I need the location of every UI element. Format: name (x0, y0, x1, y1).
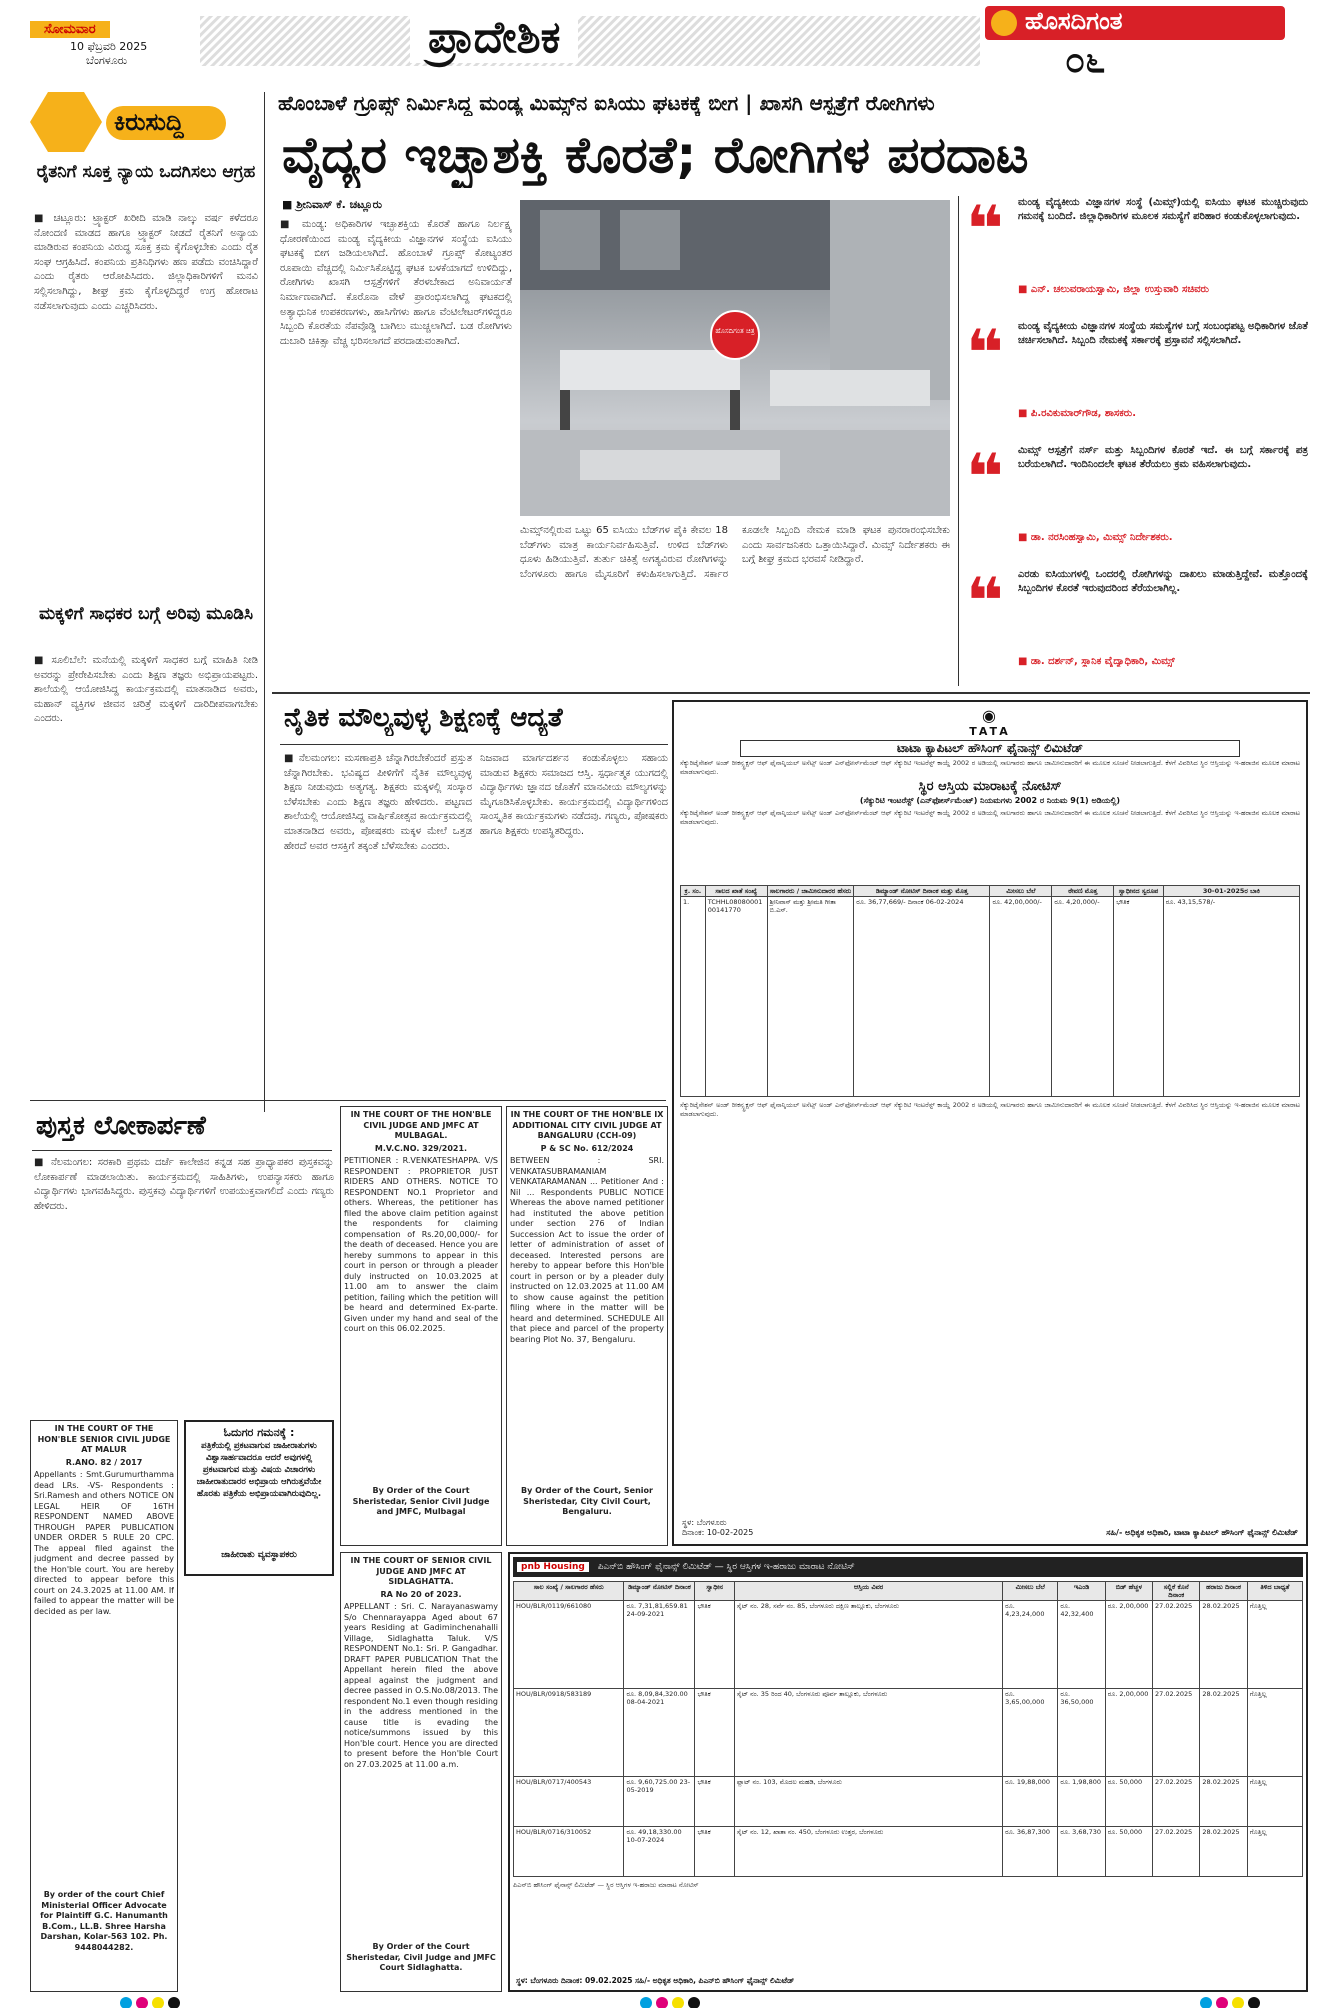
tata-subtitle: (ಸೆಕ್ಯುರಿಟಿ ಇಂಟರೆಸ್ಟ್ (ಎನ್‌ಫೋರ್ಸ್‌ಮೆಂಟ್) ನಿಯಮಗಳು 2002 ರ ನಿಯಮ 9(1) ಅಡಿಯಲ್ಲಿ) (859, 796, 1121, 805)
court2-title: IN THE COURT OF THE HON'BLE IX ADDITIONAL CITY CIVIL JUDGE AT BANGALURU (CCH-09) (510, 1110, 664, 1140)
table-row (681, 897, 1300, 1097)
tata-company: ಟಾಟಾ ಕ್ಯಾಪಿಟಲ್ ಹೌಸಿಂಗ್ ಫೈನಾನ್ಸ್ ಲಿಮಿಟೆಡ್ (740, 740, 1240, 757)
tata-footer (682, 1518, 1298, 1538)
masthead-day: ಸೋಮವಾರ (30, 21, 110, 38)
section-title: ಪ್ರಾದೇಶಿಕ (410, 12, 578, 63)
tata-table (680, 885, 1300, 1097)
photo-badge (710, 310, 760, 360)
reg-dot-yellow-3 (1232, 1997, 1244, 2008)
pnb-ad (508, 1552, 1308, 1992)
quote-1-icon: ❝ (966, 193, 1004, 267)
tata-col-4: ಮೀಸಲು ಬೆಲೆ (990, 886, 1052, 897)
pnb-r2-c1: ರೂ. 9,60,725.00 23-05-2019 (624, 1777, 695, 1827)
photo-badge-text: ಹೊಸದಿಗಂತ ಚಿತ್ರ (715, 327, 755, 335)
tata-col-5: ಠೇವಣಿ ಮೊತ್ತ (1052, 886, 1114, 897)
court2-body: BETWEEN : SRI. VENKATASUBRAMANIAM VENKATARAMANAN ... Petitioner And : Nil ... Respondents PUBLIC NOTICE Whereas the above named petitioner had instituted the above petition under section 276 of Indian Succession Act to issue the order of letter of administration of asset of deceased. Interested persons are hereby to appear before this Hon'ble court in person or by a pleader duly instructed on 12.03.2025 at 11.00 AM to show cause against the petition filing where in the matter will be heard and determined. SCHEDULE All that piece and parcel of the property bearing Plot No. 37, Bengaluru. (510, 1156, 664, 1344)
kirusuddi-headline-1: ರೈತನಿಗೆ ಸೂಕ್ತ ನ್ಯಾಯ ಒದಗಿಸಲು ಆಗ್ರಹ (36, 162, 256, 182)
tata-title: ಸ್ಥಿರ ಆಸ್ತಿಯ ಮಾರಾಟಕ್ಕೆ ನೋಟಿಸ್ (918, 779, 1062, 794)
pnb-r3-c9: ಗೊತ್ತಿಲ್ಲ (1247, 1827, 1302, 1877)
pnb-r2-c8: 28.02.2025 (1200, 1777, 1247, 1827)
reg-dot-yellow (152, 1997, 164, 2008)
reg-dot-magenta-2 (656, 1997, 668, 2008)
quote-4-text: ಎರಡು ಐಸಿಯುಗಳಲ್ಲಿ ಒಂದರಲ್ಲಿ ರೋಗಿಗಳನ್ನು ದಾಖಲು ಮಾಡುತ್ತಿದ್ದೇವೆ. ಮತ್ತೊಂದಕ್ಕೆ ಸಿಬ್ಬಂದಿಗಳ ಕೊರತೆ ಇರುವುದರಿಂದ ತೆರೆಯಲಾಗಿಲ್ಲ. (1018, 569, 1308, 594)
second-body-a: ■ ನೆಲಮಂಗಲ: ಮಸಣಾಪ್ರತಿ ಚೆನ್ನಾಗಿರಬೇಕೆಂದರೆ ಪ್ರಸ್ತುತ ಚೆನ್ನಾಗಿರಬೇಕು. ಭವಿಷ್ಯದ ಪೀಳಿಗೆಗೆ ನೈತಿಕ ಮೌಲ್ಯವುಳ್ಳ ಶಿಕ್ಷಣ ನೀಡುವುದು ಅತ್ಯಗತ್ಯ. ಶಿಕ್ಷಕರು ಮಕ್ಕಳಲ್ಲಿ ಸಂಸ್ಕಾರ ಬೆಳೆಸಬೇಕು ಎಂದು ಶಿಕ್ಷಣ ತಜ್ಞರು ಹೇಳಿದರು. ಪಟ್ಟಣದ ಶಾಲೆಯಲ್ಲಿ ಆಯೋಜಿಸಿದ್ದ ವಾರ್ಷಿಕೋತ್ಸವ ಕಾರ್ಯಕ್ರಮದಲ್ಲಿ ಮಾತನಾಡಿದ ಅವರು, ಪೋಷಕರು ಮಕ್ಕಳ ಮೇಲೆ ಒತ್ತಡ ಹೇರದೆ ಅವರ ಆಸಕ್ತಿಗೆ ತಕ್ಕಂತೆ ಬೆಳೆಸಬೇಕು ಎಂದರು. (284, 753, 472, 852)
quote-2 (966, 317, 1308, 438)
pnb-col-7: ಸಲ್ಲಿಕೆ ಕೊನೆ ದಿನಾಂಕ (1153, 1582, 1200, 1601)
kirusuddi-headline-2: ಮಕ್ಕಳಿಗೆ ಸಾಧಕರ ಬಗ್ಗೆ ಅರಿವು ಮೂಡಿಸಿ (38, 604, 254, 624)
court-notice-sidlaghatta (340, 1552, 502, 1992)
table-row (514, 1601, 1303, 1689)
tata-cell-5: ರೂ. 4,20,000/- (1052, 897, 1114, 1097)
quote-1-text: ಮಂಡ್ಯ ವೈದ್ಯಕೀಯ ವಿಜ್ಞಾನಗಳ ಸಂಸ್ಥೆ (ಮಿಮ್ಸ್)ಯಲ್ಲಿ ಐಸಿಯು ಘಟಕ ಮುಚ್ಚಿರುವುದು ಗಮನಕ್ಕೆ ಬಂದಿದೆ. ಜಿಲ್ಲಾಧಿಕಾರಿಗಳ ಮೂಲಕ ಸಮಸ್ಯೆಗೆ ಪರಿಹಾರ ಕಂಡುಕೊಳ್ಳಲಾಗುವುದು. (1018, 197, 1308, 222)
section-bar-stripes (200, 8, 980, 68)
pnb-footer: ಸ್ಥಳ: ಬೆಂಗಳೂರು ದಿನಾಂಕ: 09.02.2025 ಸಹಿ/- ಅಧಿಕೃತ ಅಧಿಕಾರಿ, ಪಿಎನ್‌ಬಿ ಹೌಸಿಂಗ್ ಫೈನಾನ್ಸ್ ಲಿಮಿಟೆಡ್ (516, 1976, 795, 1985)
quotes-column (966, 193, 1308, 688)
pnb-r1-c9: ಗೊತ್ತಿಲ್ಲ (1247, 1689, 1302, 1777)
tata-footer-sign: ಸಹಿ/- ಅಧಿಕೃತ ಅಧಿಕಾರಿ, ಟಾಟಾ ಕ್ಯಾಪಿಟಲ್ ಹೌಸಿಂಗ್ ಫೈನಾನ್ಸ್ ಲಿಮಿಟೆಡ್ (1106, 1528, 1298, 1537)
lead-body-b: ಮಿಮ್ಸ್‌ನಲ್ಲಿರುವ ಒಟ್ಟು 65 ಐಸಿಯು ಬೆಡ್‌ಗಳ ಪೈಕಿ ಕೇವಲ 18 ಬೆಡ್‌ಗಳು ಮಾತ್ರ ಕಾರ್ಯನಿರ್ವಹಿಸುತ್ತಿವೆ. ಉಳಿದ ಬೆಡ್‌ಗಳು ಧೂಳು ಹಿಡಿಯುತ್ತಿವೆ. ತುರ್ತು ಚಿಕಿತ್ಸೆ ಅಗತ್ಯವಿರುವ ರೋಗಿಗಳನ್ನು ಬೆಂಗಳೂರು ಹಾಗೂ ಮೈಸೂರಿಗೆ ಕಳುಹಿಸಲಾಗುತ್ತಿದೆ. ಸರ್ಕಾರ ಕೂಡಲೇ ಸಿಬ್ಬಂದಿ ನೇಮಕ ಮಾಡಿ ಘಟಕ ಪುನರಾರಂಭಿಸಬೇಕು ಎಂದು ಸಾರ್ವಜನಿಕರು ಒತ್ತಾಯಿಸಿದ್ದಾರೆ. ಮಿಮ್ಸ್ ನಿರ್ದೇಶಕರು ಈ ಬಗ್ಗೆ ಶೀಘ್ರ ಕ್ರಮದ ಭರವಸೆ ನೀಡಿದ್ದಾರೆ. (520, 525, 950, 580)
second-headline-rule (280, 744, 668, 745)
court1-body: PETITIONER : R.VENKATESHAPPA. V/S RESPONDENT : PROPRIETOR JUST RIDERS AND OTHERS. NOTICE TO RESPONDENT NO.1 Proprietor and others. Whereas, the petitioner has filed the above claim petition against the respondents for claiming compensation of Rs.20,00,000/- for the death of deceased. Hence you are hereby summons to appear in this court in person or through a pleader duly instructed on 10.03.2025 at 11.00 am to answer the claim petition, failing which the petition will be heard and determined Ex-parte. Given under my hand and seal of the court on this 06.02.2025. (344, 1156, 498, 1333)
pnb-col-8: ಹರಾಜು ದಿನಾಂಕ (1200, 1582, 1247, 1601)
kirusuddi-body-1: ■ ಚಟ್ಲೂರು: ಟ್ರ್ಯಾಕ್ಟರ್ ಖರೀದಿ ಮಾಡಿ ನಾಲ್ಕು ವರ್ಷ ಕಳೆದರೂ ನೋಂದಣಿ ಮಾಡದ ಹಾಗೂ ಟ್ರ್ಯಾಕ್ಟರ್ ನೀಡದೆ ರೈತನಿಗೆ ಅನ್ಯಾಯ ಮಾಡಿರುವ ಕಂಪನಿಯ ವಿರುದ್ಧ ಸೂಕ್ತ ಕ್ರಮ ಕೈಗೊಳ್ಳಬೇಕು ಎಂದು ರೈತ ಸಂಘ ಆಗ್ರಹಿಸಿದೆ. ಕಂಪನಿಯ ಪ್ರತಿನಿಧಿಗಳು ಹಣ ಪಡೆದು ವಂಚಿಸಿದ್ದಾರೆ ಎಂದು ರೈತರು ಆರೋಪಿಸಿದರು. ಜಿಲ್ಲಾಧಿಕಾರಿಗಳಿಗೆ ಮನವಿ ಸಲ್ಲಿಸಲಾಗಿದ್ದು, ಶೀಘ್ರ ಕ್ರಮ ಕೈಗೊಳ್ಳದಿದ್ದರೆ ಉಗ್ರ ಹೋರಾಟ ನಡೆಸಲಾಗುವುದು ಎಂದು ಎಚ್ಚರಿಸಿದರು. (34, 213, 258, 312)
tata-col-7: 30-01-2025ರ ಬಾಕಿ (1163, 886, 1299, 897)
court1-sign: By Order of the Court Sheristedar, Senior Civil Judge and JMFC, Mulbagal (352, 1486, 490, 1516)
reg-dot-cyan (120, 1997, 132, 2008)
court-notice-malur (30, 1420, 178, 1992)
lead-headline: ವೈದ್ಯರ ಇಚ್ಛಾಶಕ್ತಿ ಕೊರತೆ; ರೋಗಿಗಳ ಪರದಾಟ (282, 126, 1029, 184)
masthead-date: 10 ಫೆಬ್ರವರಿ 2025 (70, 40, 148, 53)
pnb-r0-c2: ಭೌತಿಕ (695, 1601, 734, 1689)
pnb-r3-c7: 27.02.2025 (1153, 1827, 1200, 1877)
pnb-r2-c0: HOU/BLR/0717/400543 (514, 1777, 624, 1827)
tata-cell-1: TCHHL0808000100141770 (705, 897, 767, 1097)
tata-col-3: ಡಿಮ್ಯಾಂಡ್ ನೋಟಿಸ್ ದಿನಾಂಕ ಮತ್ತು ಮೊತ್ತ (854, 886, 990, 897)
pnb-r2-c3: ಫ್ಲಾಟ್ ನಂ. 103, ಮೊದಲ ಮಹಡಿ, ಬೆಂಗಳೂರು (734, 1777, 1002, 1827)
tata-cell-0: 1. (681, 897, 706, 1097)
pnb-col-1: ಡಿಮ್ಯಾಂಡ್ ನೋಟಿಸ್ ದಿನಾಂಕ (624, 1582, 695, 1601)
masthead-city: ಬೆಂಗಳೂರು (86, 54, 128, 67)
table-row (514, 1827, 1303, 1877)
tata-address: ಸೆಕ್ಯುರಿಟೈಸೇಶನ್ ಅಂಡ್ ರೀಕನ್ಸ್ಟ್ರಕ್ಷನ್ ಆಫ್ ಫೈನಾನ್ಶಿಯಲ್ ಅಸೆಟ್ಸ್ ಅಂಡ್ ಎನ್‌ಫೋರ್ಸ್‌ಮೆಂಟ್ ಆಫ್ ಸೆಕ್ಯುರಿಟಿ ಇಂಟರೆಸ್ಟ್ ಕಾಯ್ದೆ 2002 ರ ಅಡಿಯಲ್ಲಿ ಸಾಲಗಾರರು ಹಾಗೂ ಜಾಮೀನುದಾರರಿಗೆ ಈ ಮೂಲಕ ಸೂಚನೆ ನೀಡಲಾಗುತ್ತಿದೆ. ಕೆಳಗೆ ವಿವರಿಸಿದ ಸ್ಥಿರ ಆಸ್ತಿಯನ್ನು ಇ-ಹರಾಜಿನ ಮೂಲಕ ಮಾರಾಟ ಮಾಡಲಾಗುವುದು. (680, 759, 1300, 776)
brand-name: ಹೊಸದಿಗಂತ (1025, 7, 1123, 35)
reg-dot-black-3 (1248, 1997, 1260, 2008)
quote-2-icon: ❝ (966, 317, 1004, 391)
kirusuddi-divider (264, 92, 265, 1112)
pnb-r0-c7: 27.02.2025 (1153, 1601, 1200, 1689)
second-headline: ನೈತಿಕ ಮೌಲ್ಯವುಳ್ಳ ಶಿಕ್ಷಣಕ್ಕೆ ಆದ್ಯತೆ (284, 703, 563, 733)
reader-notice-body: ಪತ್ರಿಕೆಯಲ್ಲಿ ಪ್ರಕಟವಾಗುವ ಜಾಹೀರಾತುಗಳು ವಿಶ್ವಾಸಾರ್ಹವಾದರೂ ಆದರೆ ಅವುಗಳಲ್ಲಿ ಪ್ರಕಟವಾಗುವ ಮತ್ತು ವಿಷಯ ವಿಚಾರಗಳು ಜಾಹೀರಾತುದಾರರ ಅಭಿಪ್ರಾಯ ಆಗಿರುತ್ತವೆಯೇ ಹೊರತು ಪತ್ರಿಕೆಯ ಅಭಿಪ್ರಾಯವಾಗಿರುವುದಿಲ್ಲ. (196, 1441, 322, 1499)
pnb-title: ಪಿಎನ್‌ಬಿ ಹೌಸಿಂಗ್ ಫೈನಾನ್ಸ್ ಲಿಮಿಟೆಡ್ — ಸ್ಥಿರ ಆಸ್ತಿಗಳ ಇ-ಹರಾಜು ಮಾರಾಟ ನೋಟಿಸ್ (597, 1562, 855, 1572)
lead-bottom-rule (272, 692, 1310, 694)
tata-cell-2: ಶ್ರೀನಿವಾಸ್ ಮತ್ತು ಶ್ರೀಮತಿ ಗೀತಾ ಬಿ.ಎಸ್. (767, 897, 854, 1097)
reg-dot-magenta-3 (1216, 1997, 1228, 2008)
court3-body: Appellants : Smt.Gurumurthamma dead LRs. -VS- Respondents : Sri.Ramesh and others NOTICE ON LEGAL HEIR OF 16TH RESPONDENT NAMED ABOVE THROUGH PAPER PUBLICATION UNDER ORDER 5 RULE 20 CPC. The appeal filed against the judgment and decree passed by the Hon'ble court. You are hereby directed to appear before this court on 24.3.2025 at 11.00 AM. If failed to appear the matter will be decided as per law. (34, 1470, 174, 1616)
pnb-r0-c4: ರೂ. 4,23,24,000 (1003, 1601, 1058, 1689)
pnb-r1-c3: ಸೈಟ್ ನಂ. 35 ರಿಂದ 40, ಬೆಂಗಳೂರು ಪೂರ್ವ ತಾಲ್ಲೂಕು, ಬೆಂಗಳೂರು (734, 1689, 1002, 1777)
quote-2-text: ಮಂಡ್ಯ ವೈದ್ಯಕೀಯ ವಿಜ್ಞಾನಗಳ ಸಂಸ್ಥೆಯ ಸಮಸ್ಯೆಗಳ ಬಗ್ಗೆ ಸಂಬಂಧಪಟ್ಟ ಅಧಿಕಾರಿಗಳ ಜೊತೆ ಚರ್ಚಿಸಲಾಗಿದೆ. ಸಿಬ್ಬಂದಿ ನೇಮಕಕ್ಕೆ ಸರ್ಕಾರಕ್ಕೆ ಪ್ರಸ್ತಾವನೆ ಸಲ್ಲಿಸಲಾಗಿದೆ. (1018, 321, 1308, 346)
lead-body-a: ■ ಮಂಡ್ಯ: ಅಧಿಕಾರಿಗಳ ಇಚ್ಛಾಶಕ್ತಿಯ ಕೊರತೆ ಹಾಗೂ ನಿರ್ಲಕ್ಷ್ಯ ಧೋರಣೆಯಿಂದ ಮಂಡ್ಯ ವೈದ್ಯಕೀಯ ವಿಜ್ಞಾನಗಳ ಸಂಸ್ಥೆಯ ಐಸಿಯು ಘಟಕಕ್ಕೆ ಬೀಗ ಜಡಿಯಲಾಗಿದೆ. ಹೊಂಬಾಳೆ ಗ್ರೂಪ್ಸ್ ಕೋಟ್ಯಂತರ ರೂಪಾಯಿ ವೆಚ್ಚದಲ್ಲಿ ನಿರ್ಮಿಸಿಕೊಟ್ಟಿದ್ದ ಘಟಕ ಬಳಕೆಯಾಗದೆ ಉಳಿದಿದ್ದು, ರೋಗಿಗಳು ಖಾಸಗಿ ಆಸ್ಪತ್ರೆಗಳಿಗೆ ತೆರಳಬೇಕಾದ ಅನಿವಾರ್ಯತೆ ನಿರ್ಮಾಣವಾಗಿದೆ. ಕೊರೊನಾ ವೇಳೆ ಪ್ರಾರಂಭಿಸಲಾಗಿದ್ದ ಘಟಕದಲ್ಲಿ ಅತ್ಯಾಧುನಿಕ ಉಪಕರಣಗಳು, ಹಾಸಿಗೆಗಳು ಹಾಗೂ ವೆಂಟಿಲೇಟರ್‌ಗಳಿದ್ದರೂ ಸಿಬ್ಬಂದಿ ಕೊರತೆಯ ನೆಪವೊಡ್ಡಿ ಬಾಗಿಲು ಮುಚ್ಚಲಾಗಿದೆ. ಬಡ ರೋಗಿಗಳು ದುಬಾರಿ ಚಿಕಿತ್ಸಾ ವೆಚ್ಚ ಭರಿಸಲಾಗದೆ ಪರದಾಡುವಂತಾಗಿದೆ. (280, 219, 512, 347)
tata-cell-4: ರೂ. 42,00,000/- (990, 897, 1052, 1097)
pnb-r1-c0: HOU/BLR/0918/583189 (514, 1689, 624, 1777)
pnb-r0-c5: ರೂ. 42,32,400 (1058, 1601, 1105, 1689)
tata-col-1: ಸಾಲದ ಖಾತೆ ಸಂಖ್ಯೆ (705, 886, 767, 897)
pnb-r3-c0: HOU/BLR/0716/310052 (514, 1827, 624, 1877)
section-bar (200, 8, 980, 68)
pnb-r1-c1: ರೂ. 8,09,84,320.00 08-04-2021 (624, 1689, 695, 1777)
reg-dot-black-2 (688, 1997, 700, 2008)
kirusuddi-body-2: ■ ಸೂಲಿಬೆಲೆ: ಮನೆಯಲ್ಲಿ ಮಕ್ಕಳಿಗೆ ಸಾಧಕರ ಬಗ್ಗೆ ಮಾಹಿತಿ ನೀಡಿ ಅವರನ್ನು ಪ್ರೇರೇಪಿಸಬೇಕು ಎಂದು ಶಿಕ್ಷಣ ತಜ್ಞರು ಅಭಿಪ್ರಾಯಪಟ್ಟರು. ಶಾಲೆಯಲ್ಲಿ ಆಯೋಜಿಸಿದ್ದ ಕಾರ್ಯಕ್ರಮದಲ್ಲಿ ಮಾತನಾಡಿದ ಅವರು, ಮಹಾನ್ ವ್ಯಕ್ತಿಗಳ ಜೀವನ ಚರಿತ್ರೆ ಮಕ್ಕಳಿಗೆ ದಾರಿದೀಪವಾಗಬೇಕು ಎಂದರು. (34, 655, 258, 725)
pnb-col-4: ಮೀಸಲು ಬೆಲೆ (1003, 1582, 1058, 1601)
court3-sign: By order of the court Chief Ministerial Officer Advocate for Plaintiff G.C. Hanumanth B.Com., LL.B. Shree Harsha Darshan, Kolar-563 102. Ph. 9448044282. (40, 1890, 168, 1952)
quote-4-author: ■ ಡಾ. ದರ್ಶನ್, ಸ್ಥಾನಿಕ ವೈದ್ಯಾಧಿಕಾರಿ, ಮಿಮ್ಸ್ (1018, 656, 1175, 667)
pnb-r3-c8: 28.02.2025 (1200, 1827, 1247, 1877)
pnb-logo: pnb Housing (517, 1562, 589, 1572)
pnb-r3-c4: ರೂ. 36,87,300 (1003, 1827, 1058, 1877)
reg-dot-magenta (136, 1997, 148, 2008)
second-body-b: ನಿಜವಾದ ಮಾರ್ಗದರ್ಶನ ಕಂಡುಕೊಳ್ಳಲು ಸಹಾಯ ಮಾಡುವ ಶಿಕ್ಷಕರು ಸಮಾಜದ ಆಸ್ತಿ. ಸ್ಪರ್ಧಾತ್ಮಕ ಯುಗದಲ್ಲಿ ವಿದ್ಯಾರ್ಥಿಗಳು ಜ್ಞಾನದ ಜೊತೆಗೆ ಮಾನವೀಯ ಮೌಲ್ಯಗಳನ್ನು ಮೈಗೂಡಿಸಿಕೊಳ್ಳಬೇಕು. ಕಾರ್ಯಕ್ರಮದಲ್ಲಿ ವಿದ್ಯಾರ್ಥಿಗಳಿಂದ ಸಾಂಸ್ಕೃತಿಕ ಕಾರ್ಯಕ್ರಮಗಳು ನಡೆದವು. ಗಣ್ಯರು, ಪೋಷಕರು ಹಾಗೂ ಶಿಕ್ಷಕರು ಉಪಸ್ಥಿತರಿದ್ದರು. (480, 753, 668, 837)
tata-terms: ಸೆಕ್ಯುರಿಟೈಸೇಶನ್ ಅಂಡ್ ರೀಕನ್ಸ್ಟ್ರಕ್ಷನ್ ಆಫ್ ಫೈನಾನ್ಶಿಯಲ್ ಅಸೆಟ್ಸ್ ಅಂಡ್ ಎನ್‌ಫೋರ್ಸ್‌ಮೆಂಟ್ ಆಫ್ ಸೆಕ್ಯುರಿಟಿ ಇಂಟರೆಸ್ಟ್ ಕಾಯ್ದೆ 2002 ರ ಅಡಿಯಲ್ಲಿ ಸಾಲಗಾರರು ಹಾಗೂ ಜಾಮೀನುದಾರರಿಗೆ ಈ ಮೂಲಕ ಸೂಚನೆ ನೀಡಲಾಗುತ್ತಿದೆ. ಕೆಳಗೆ ವಿವರಿಸಿದ ಸ್ಥಿರ ಆಸ್ತಿಯನ್ನು ಇ-ಹರಾಜಿನ ಮೂಲಕ ಮಾರಾಟ ಮಾಡಲಾಗುವುದು. (680, 1101, 1300, 1118)
quote-4 (966, 565, 1308, 686)
quote-3-text: ಮಿಮ್ಸ್ ಆಸ್ಪತ್ರೆಗೆ ನರ್ಸ್ ಮತ್ತು ಸಿಬ್ಬಂದಿಗಳ ಕೊರತೆ ಇದೆ. ಈ ಬಗ್ಗೆ ಸರ್ಕಾರಕ್ಕೆ ಪತ್ರ ಬರೆಯಲಾಗಿದೆ. ಇಂದಿನಿಂದಲೇ ಘಟಕ ತೆರೆಯಲು ಕ್ರಮ ವಹಿಸಲಾಗುವುದು. (1018, 445, 1308, 470)
pnb-r0-c6: ರೂ. 2,00,000 (1105, 1601, 1152, 1689)
lead-kicker: ಹೊಂಬಾಳೆ ಗ್ರೂಪ್ಸ್ ನಿರ್ಮಿಸಿದ್ದ ಮಂಡ್ಯ ಮಿಮ್ಸ್‌ನ ಐಸಿಯು ಘಟಕಕ್ಕೆ ಬೀಗ | ಖಾಸಗಿ ಆಸ್ಪತ್ರೆಗೆ ರೋಗಿಗಳು (278, 91, 935, 115)
quote-3 (966, 441, 1308, 562)
pnb-r1-c6: ರೂ. 2,00,000 (1105, 1689, 1152, 1777)
pnb-r1-c7: 27.02.2025 (1153, 1689, 1200, 1777)
pnb-col-3: ಆಸ್ತಿಯ ವಿವರ (734, 1582, 1002, 1601)
pnb-terms: ಪಿಎನ್‌ಬಿ ಹೌಸಿಂಗ್ ಫೈನಾನ್ಸ್ ಲಿಮಿಟೆಡ್ — ಸ್ಥಿರ ಆಸ್ತಿಗಳ ಇ-ಹರಾಜು ಮಾರಾಟ ನೋಟಿಸ್ (513, 1881, 699, 1889)
tata-cell-7: ರೂ. 43,15,578/- (1163, 897, 1299, 1097)
court-notice-bengaluru (506, 1106, 668, 1546)
court4-case: RA No 20 of 2023. (380, 1589, 462, 1599)
pnb-r1-c5: ರೂ. 36,50,000 (1058, 1689, 1105, 1777)
court3-case: R.ANO. 82 / 2017 (65, 1457, 143, 1467)
reader-notice-title: ಓದುಗರ ಗಮನಕ್ಕೆ : (223, 1426, 295, 1439)
quote-2-author: ■ ಪಿ.ರವಿಕುಮಾರ್‌ಗೌಡ, ಶಾಸಕರು. (1018, 408, 1136, 419)
pnb-r0-c9: ಗೊತ್ತಿಲ್ಲ (1247, 1601, 1302, 1689)
lead-byline: ■ ಶ್ರೀನಿವಾಸ್ ಕೆ. ಚಟ್ಲೂರು (282, 198, 382, 211)
pnb-header (513, 1557, 1303, 1577)
pnb-r0-c0: HOU/BLR/0119/661080 (514, 1601, 624, 1689)
kirusuddi-body-3: ■ ನೆಲಮಂಗಲ: ಸರಕಾರಿ ಪ್ರಥಮ ದರ್ಜೆ ಕಾಲೇಜಿನ ಕನ್ನಡ ಸಹ ಪ್ರಾಧ್ಯಾಪಕರ ಪುಸ್ತಕವನ್ನು ಲೋಕಾರ್ಪಣೆ ಮಾಡಲಾಯಿತು. ಕಾರ್ಯಕ್ರಮದಲ್ಲಿ ಸಾಹಿತಿಗಳು, ಉಪನ್ಯಾಸಕರು ಹಾಗೂ ವಿದ್ಯಾರ್ಥಿಗಳು ಭಾಗವಹಿಸಿದ್ದರು. ಪುಸ್ತಕವು ವಿದ್ಯಾರ್ಥಿಗಳಿಗೆ ಉಪಯುಕ್ತವಾಗಲಿದೆ ಎಂದು ಗಣ್ಯರು ಹೇಳಿದರು. (34, 1157, 334, 1212)
pnb-r0-c3: ಸೈಟ್ ನಂ. 28, ಸರ್ವೆ ನಂ. 85, ಬೆಂಗಳೂರು ದಕ್ಷಿಣ ತಾಲ್ಲೂಕು, ಬೆಂಗಳೂರು (734, 1601, 1002, 1689)
pnb-col-2: ಸ್ವಾಧೀನ (695, 1582, 734, 1601)
court4-body: APPELLANT : Sri. C. Narayanaswamy S/o Chennarayappa Aged about 67 years Residing at Gadiminchenahalli Village, Sidlaghatta Taluk. V/S RESPONDENT No.1: Sri. P. Gangadhar. DRAFT PAPER PUBLICATION That the Appellant herein filed the above appeal against the judgment and decree passed in O.S.No.08/2013. The respondent No.1 even though residing in the address mentioned in the cause title is evading the notice/summons issued by this Hon'ble court. Hence you are directed to present before the Hon'ble Court on 27.03.2025 at 11.00 a.m. (344, 1602, 498, 1769)
quote-3-author: ■ ಡಾ. ನರಸಿಂಹಸ್ವಾಮಿ, ಮಿಮ್ಸ್ ನಿರ್ದೇಶಕರು. (1018, 532, 1173, 543)
quote-3-icon: ❝ (966, 441, 1004, 515)
tata-col-0: ಕ್ರ. ಸಂ. (681, 886, 706, 897)
reg-dot-cyan-2 (640, 1997, 652, 2008)
tata-footer-place: ಸ್ಥಳ: ಬೆಂಗಳೂರು (682, 1518, 727, 1527)
brand-box (985, 6, 1305, 86)
pustaka-top-rule (30, 1100, 666, 1101)
registration-marks-center (640, 1994, 704, 2008)
kirusuddi-logo-text: ಕಿರುಸುದ್ದಿ (114, 108, 184, 136)
reg-dot-yellow-2 (672, 1997, 684, 2008)
kirusuddi-logo (30, 92, 270, 152)
lead-divider (958, 196, 959, 686)
court2-sign: By Order of the Court, Senior Sheristedar, City Civil Court, Bengaluru. (521, 1486, 653, 1516)
pnb-col-6: ಬಿಡ್ ಹೆಚ್ಚಳ (1105, 1582, 1152, 1601)
quote-1-author: ■ ಎನ್. ಚಲುವರಾಯಸ್ವಾಮಿ, ಜಿಲ್ಲಾ ಉಸ್ತುವಾರಿ ಸಚಿವರು (1018, 284, 1209, 295)
pnb-col-5: ಇಎಂಡಿ (1058, 1582, 1105, 1601)
pnb-r3-c5: ರೂ. 3,68,730 (1058, 1827, 1105, 1877)
pnb-r1-c8: 28.02.2025 (1200, 1689, 1247, 1777)
tata-brand: TATA (969, 725, 1011, 738)
tata-table-header (681, 886, 1300, 897)
tata-logo-icon: ◉ (982, 706, 998, 725)
pnb-r2-c2: ಭೌತಿಕ (695, 1777, 734, 1827)
reader-notice-sign: ಜಾಹೀರಾತು ವ್ಯವಸ್ಥಾಪಕರು (221, 1550, 297, 1560)
kirusuddi-headline-3: ಪುಸ್ತಕ ಲೋಕಾರ್ಪಣೆ (36, 1111, 206, 1141)
brand-logo (985, 6, 1285, 40)
pnb-r0-c1: ರೂ. 7,31,81,659.81 24-09-2021 (624, 1601, 695, 1689)
reader-notice (184, 1420, 334, 1576)
table-row (514, 1689, 1303, 1777)
registration-marks-right (1200, 1994, 1264, 2008)
pnb-col-9: ತಿಳಿದ ಬಾಧ್ಯತೆ (1247, 1582, 1302, 1601)
pnb-table-header (514, 1582, 1303, 1601)
pnb-r3-c6: ರೂ. 50,000 (1105, 1827, 1152, 1877)
tata-cell-6: ಭೌತಿಕ (1114, 897, 1164, 1097)
court4-title: IN THE COURT OF SENIOR CIVIL JUDGE AND JMFC AT SIDLAGHATTA. (350, 1556, 492, 1586)
brand-emblem-icon (991, 10, 1017, 36)
lead-photo (520, 200, 950, 516)
pnb-r2-c7: 27.02.2025 (1153, 1777, 1200, 1827)
tata-cell-3: ರೂ. 36,77,669/- ದಿನಾಂಕ 06-02-2024 (854, 897, 990, 1097)
tata-col-6: ಸ್ವಾಧೀನದ ಸ್ವರೂಪ (1114, 886, 1164, 897)
pnb-col-0: ಸಾಲ ಸಂಖ್ಯೆ / ಸಾಲಗಾರರ ಹೆಸರು (514, 1582, 624, 1601)
pnb-r2-c4: ರೂ. 19,88,000 (1003, 1777, 1058, 1827)
tata-ad (672, 700, 1308, 1546)
pnb-r2-c6: ರೂ. 50,000 (1105, 1777, 1152, 1827)
pustaka-headline-rule (32, 1150, 332, 1151)
pnb-r1-c4: ರೂ. 3,65,00,000 (1003, 1689, 1058, 1777)
date-box (30, 18, 190, 70)
registration-marks-left (120, 1994, 184, 2008)
table-row (514, 1777, 1303, 1827)
quote-4-icon: ❝ (966, 565, 1004, 639)
pnb-r3-c1: ರೂ. 49,18,330.00 10-07-2024 (624, 1827, 695, 1877)
reg-dot-black (168, 1997, 180, 2008)
pnb-r3-c3: ಸೈಟ್ ನಂ. 12, ಖಾತಾ ನಂ. 450, ಬೆಂಗಳೂರು ಉತ್ತರ, ಬೆಂಗಳೂರು (734, 1827, 1002, 1877)
page-number: ೦೬ (1065, 40, 1106, 81)
kirusuddi-hex-icon (30, 92, 102, 152)
tata-footer-date: ದಿನಾಂಕ: 10-02-2025 (682, 1528, 754, 1537)
pnb-r3-c2: ಭೌತಿಕ (695, 1827, 734, 1877)
reg-dot-cyan-3 (1200, 1997, 1212, 2008)
court-notice-mulbagal (340, 1106, 502, 1546)
pnb-r0-c8: 28.02.2025 (1200, 1601, 1247, 1689)
court4-sign: By Order of the Court Sheristedar, Civil Judge and JMFC Court Sidlaghatta. (346, 1942, 496, 1972)
tata-col-2: ಸಾಲಗಾರರು / ಜಾಮೀನುದಾರರ ಹೆಸರು (767, 886, 854, 897)
pnb-r1-c2: ಭೌತಿಕ (695, 1689, 734, 1777)
court2-case: P & SC No. 612/2024 (540, 1143, 634, 1153)
tata-body: ಸೆಕ್ಯುರಿಟೈಸೇಶನ್ ಅಂಡ್ ರೀಕನ್ಸ್ಟ್ರಕ್ಷನ್ ಆಫ್ ಫೈನಾನ್ಶಿಯಲ್ ಅಸೆಟ್ಸ್ ಅಂಡ್ ಎನ್‌ಫೋರ್ಸ್‌ಮೆಂಟ್ ಆಫ್ ಸೆಕ್ಯುರಿಟಿ ಇಂಟರೆಸ್ಟ್ ಕಾಯ್ದೆ 2002 ರ ಅಡಿಯಲ್ಲಿ ಸಾಲಗಾರರು ಹಾಗೂ ಜಾಮೀನುದಾರರಿಗೆ ಈ ಮೂಲಕ ಸೂಚನೆ ನೀಡಲಾಗುತ್ತಿದೆ. ಕೆಳಗೆ ವಿವರಿಸಿದ ಸ್ಥಿರ ಆಸ್ತಿಯನ್ನು ಇ-ಹರಾಜಿನ ಮೂಲಕ ಮಾರಾಟ ಮಾಡಲಾಗುವುದು. (680, 809, 1300, 826)
quote-1 (966, 193, 1308, 314)
pnb-r2-c5: ರೂ. 1,98,800 (1058, 1777, 1105, 1827)
court3-title: IN THE COURT OF THE HON'BLE SENIOR CIVIL JUDGE AT MALUR (37, 1424, 171, 1454)
pnb-table (513, 1581, 1303, 1877)
court1-title: IN THE COURT OF THE HON'BLE CIVIL JUDGE AND JMFC AT MULBAGAL. (350, 1110, 492, 1140)
court1-case: M.V.C.NO. 329/2021. (374, 1143, 468, 1153)
pnb-r2-c9: ಗೊತ್ತಿಲ್ಲ (1247, 1777, 1302, 1827)
